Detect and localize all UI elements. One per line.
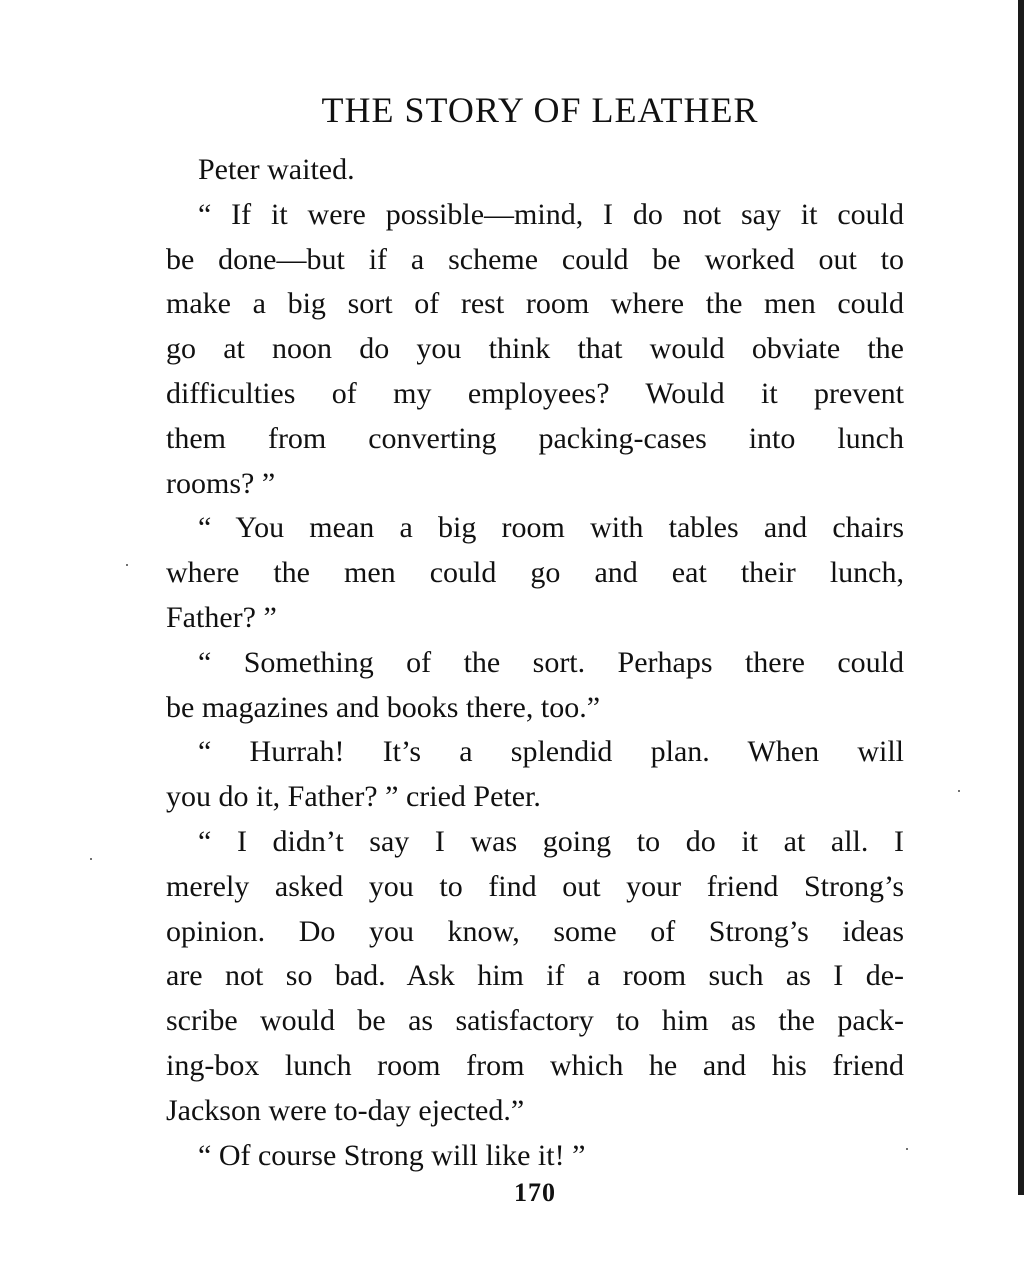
text-line: “ Something of the sort. Perhaps there could xyxy=(198,645,904,679)
text-line: difficulties of my employees? Would it prevent xyxy=(166,376,904,410)
scan-speck xyxy=(90,858,92,860)
text-line: Father? ” xyxy=(166,600,277,634)
text-line: them from converting packing-cases into lunch xyxy=(166,421,904,455)
paragraph xyxy=(166,506,904,640)
text-line: where the men could go and eat their lunch, xyxy=(166,556,904,590)
paragraph xyxy=(166,148,904,193)
text-line: “ If it were possible—mind, I do not say it could xyxy=(198,197,904,231)
text-line: merely asked you to find out your friend Strong’s xyxy=(166,869,904,903)
paragraph xyxy=(166,641,904,731)
text-line: are not so bad. Ask him if a room such as I de- xyxy=(166,959,904,993)
text-line: be magazines and books there, too.” xyxy=(166,690,601,724)
text-line: “ You mean a big room with tables and chairs xyxy=(198,511,904,545)
text-line: be done—but if a scheme could be worked out to xyxy=(166,242,904,276)
text-line: make a big sort of rest room where the men could xyxy=(166,287,904,321)
text-line: scribe would be as satisfactory to him as the pack- xyxy=(166,1004,904,1038)
paragraph xyxy=(166,820,904,1134)
text-line: “ I didn’t say I was going to do it at all. I xyxy=(198,824,904,858)
text-line: you do it, Father? ” cried Peter. xyxy=(166,780,541,814)
page-number: 170 xyxy=(514,1178,556,1207)
paragraph xyxy=(166,1134,904,1179)
scan-speck xyxy=(126,564,128,566)
text-line: ing-box lunch room from which he and his friend xyxy=(166,1048,904,1082)
book-page xyxy=(166,90,904,1207)
text-line: Jackson were to-day ejected.” xyxy=(166,1093,525,1127)
scan-speck xyxy=(906,1148,908,1150)
text-line: “ Hurrah! It’s a splendid plan. When will xyxy=(198,735,904,769)
text-line: “ Of course Strong will like it! ” xyxy=(198,1138,586,1172)
paragraph xyxy=(166,193,904,507)
text-line: rooms? ” xyxy=(166,466,276,500)
text-line: go at noon do you think that would obviate the xyxy=(166,332,904,366)
scan-speck xyxy=(958,790,960,792)
text-line: opinion. Do you know, some of Strong’s ideas xyxy=(166,914,904,948)
text-line: Peter waited. xyxy=(198,153,355,186)
running-head: THE STORY OF LEATHER xyxy=(321,90,759,130)
page-edge-bar xyxy=(1018,0,1024,1195)
paragraph xyxy=(166,730,904,820)
